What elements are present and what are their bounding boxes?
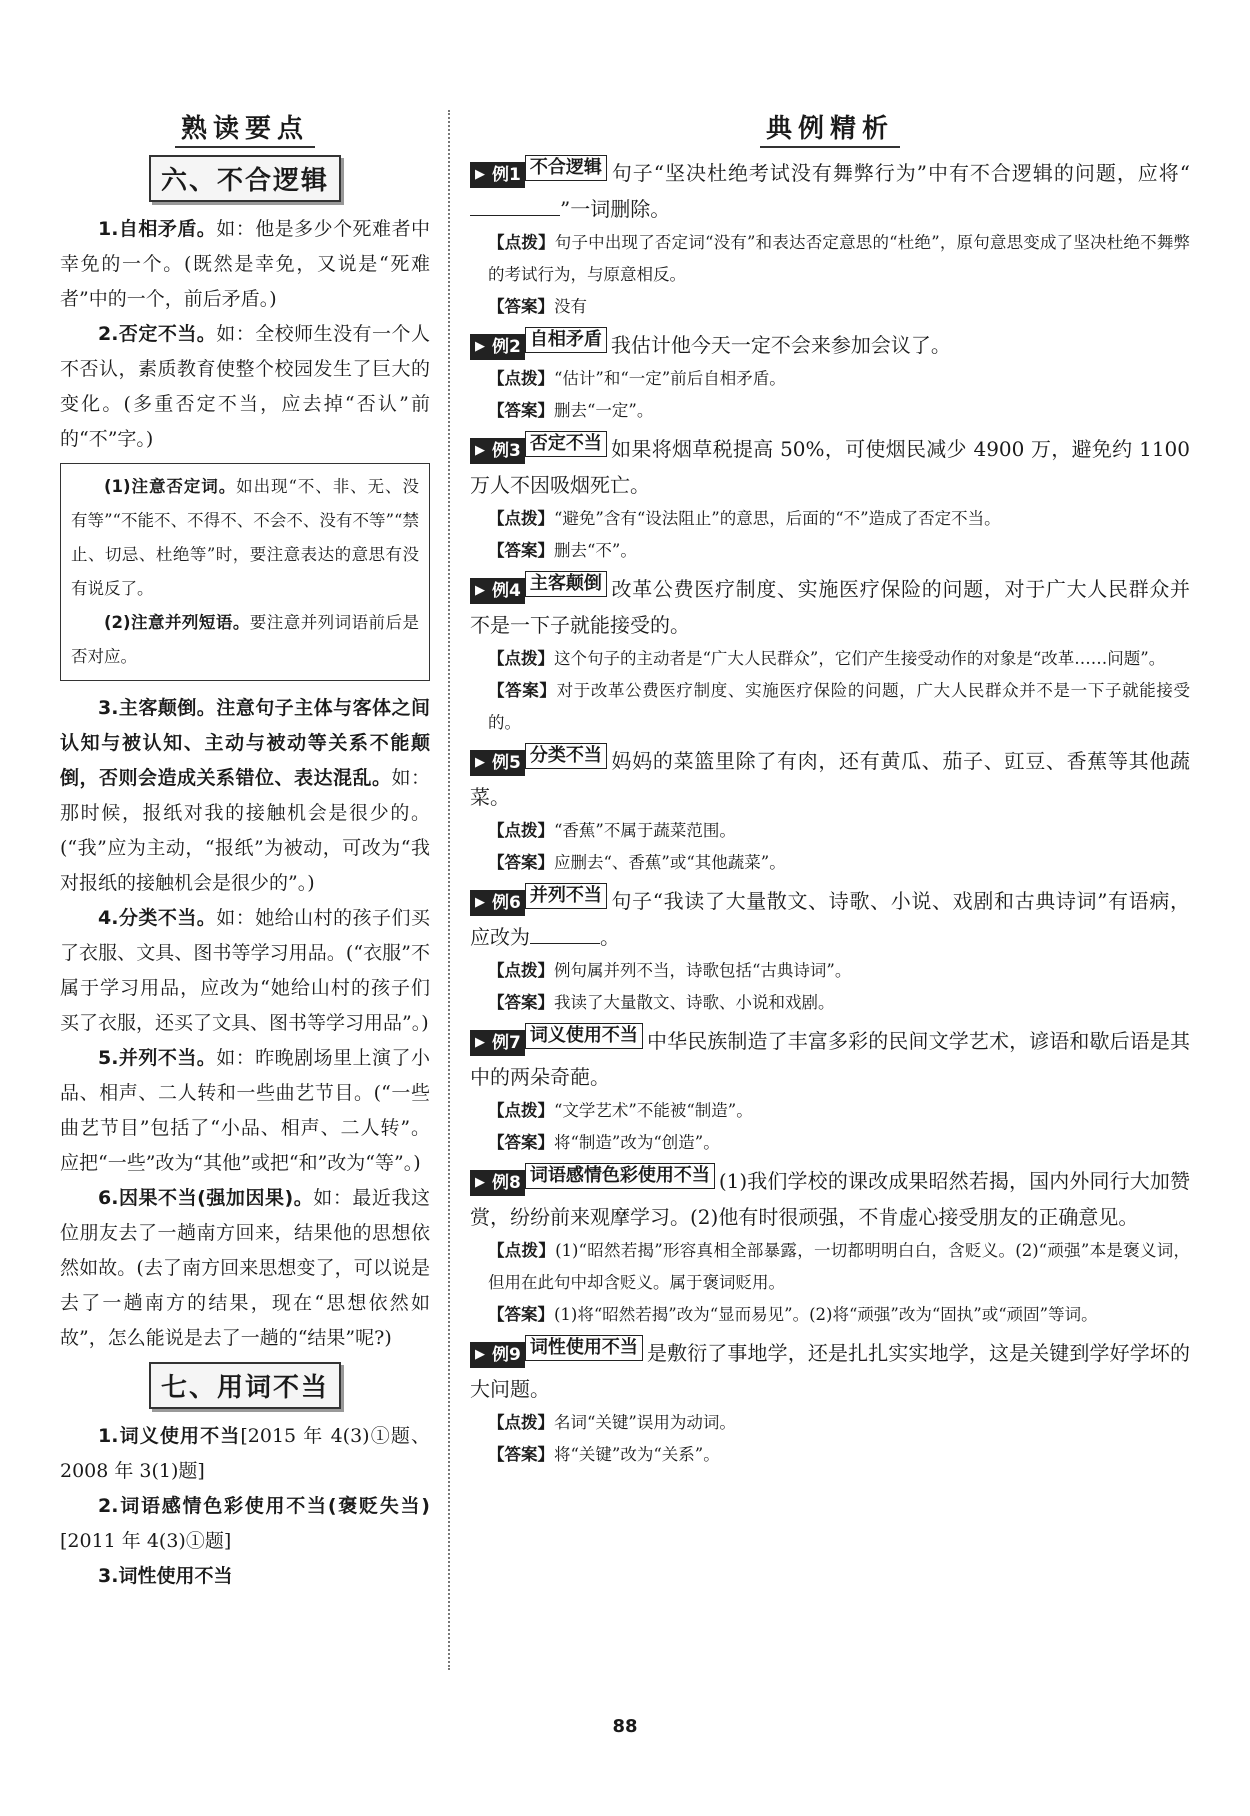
play-icon: ▶ — [470, 334, 490, 360]
play-icon: ▶ — [470, 890, 490, 916]
example-1: ▶ 例1 不合逻辑 句子“坚决杜绝考试没有舞弊行为”中有不合逻辑的问题，应将“”一词删除。 【点拨】句子中出现了否定词“没有”和表达否定意思的“杜绝”，原句意思变成了坚决杜绝不舞弊的考试行为，与原意相反。 【答案】没有 — [470, 155, 1190, 323]
example-8: ▶ 例8 词语感情色彩使用不当 (1)我们学校的课改成果昭然若揭，国内外同行大加赞赏，纷纷前来观摩学习。(2)他有时很顽强，不肯虚心接受朋友的正确意见。 【点拨】(1)“昭然若揭”形容真相全部暴露，一切都明明白白，含贬义。(2)“顽强”本是褒义词，但用在此句中却含贬义。属于褒词贬用。 【答案】(1)将“昭然若揭”改为“显而易见”。(2)将“顽强”改为“固执”或“顽固”等词。 — [470, 1165, 1190, 1324]
play-icon: ▶ — [470, 1342, 490, 1368]
example-9: ▶ 例9 词性使用不当 是敷衍了事地学，还是扎扎实实地学，这是关键到学好学坏的大问题。 【点拨】名词“关键”误用为动词。 【答案】将“关键”改为“关系”。 — [470, 1337, 1190, 1464]
play-icon: ▶ — [470, 162, 490, 188]
section-7-title: 七、用词不当 — [60, 1362, 430, 1409]
point-5: 5.并列不当。如：昨晚剧场里上演了小品、相声、二人转和一些曲艺节目。(“一些曲艺节目”包括了“小品、相声、二人转”。应把“一些”改为“其他”或把“和”改为“等”。) — [60, 1047, 430, 1174]
example-tag: 词性使用不当 — [525, 1335, 643, 1361]
play-icon: ▶ — [470, 1030, 490, 1056]
example-7: ▶ 例7 词义使用不当 中华民族制造了丰富多彩的民间文学艺术，谚语和歇后语是其中的两朵奇葩。 【点拨】“文学艺术”不能被“制造”。 【答案】将“制造”改为“创造”。 — [470, 1025, 1190, 1152]
tip-2: (2)注意并列短语。要注意并列词语前后是否对应。 — [71, 613, 419, 666]
example-tag: 词语感情色彩使用不当 — [525, 1163, 715, 1189]
example-3: ▶ 例3 否定不当 如果将烟草税提高 50%，可使烟民减少 4900 万，避免约 1100 万人不因吸烟死亡。 【点拨】“避免”含有“设法阻止”的意思，后面的“不”造成了否定不当。 【答案】删去“不”。 — [470, 433, 1190, 560]
example-tag: 词义使用不当 — [525, 1023, 643, 1049]
example-tag: 分类不当 — [525, 743, 607, 769]
answer-blank — [470, 194, 560, 216]
example-tag: 不合逻辑 — [525, 155, 607, 181]
example-tag: 主客颠倒 — [525, 571, 607, 597]
column-divider — [448, 110, 450, 1670]
play-icon: ▶ — [470, 578, 490, 604]
example-2: ▶ 例2 自相矛盾 我估计他今天一定不会来参加会议了。 【点拨】“估计”和“一定”前后自相矛盾。 【答案】删去“一定”。 — [470, 327, 1190, 427]
play-icon: ▶ — [470, 438, 490, 464]
usage-point-1: 1.词义使用不当[2015 年 4(3)①题、2008 年 3(1)题] — [60, 1425, 430, 1482]
examples-heading: 典例精析 — [470, 108, 1190, 145]
tip-1: (1)注意否定词。如出现“不、非、无、没有等”“不能不、不得不、不会不、没有不等”“禁止、切忌、杜绝等”时，要注意表达的意思有没有说反了。 — [71, 477, 419, 598]
point-4: 4.分类不当。如：她给山村的孩子们买了衣服、文具、图书等学习用品。(“衣服”不属于学习用品，应改为“她给山村的孩子们买了衣服，还买了文具、图书等学习用品”。) — [60, 907, 430, 1034]
page-number: 88 — [612, 1716, 638, 1737]
play-icon: ▶ — [470, 750, 490, 776]
answer-blank — [530, 922, 600, 944]
key-points-heading: 熟读要点 — [60, 108, 430, 145]
example-6: ▶ 例6 并列不当 句子“我读了大量散文、诗歌、小说、戏剧和古典诗词”有语病，应改为 。 【点拨】例句属并列不当，诗歌包括“古典诗词”。 【答案】我读了大量散文、诗歌、小说和戏剧。 — [470, 885, 1190, 1012]
point-6: 6.因果不当(强加因果)。如：最近我这位朋友去了一趟南方回来，结果他的思想依然如故。(去了南方回来思想变了，可以说是去了一趟南方的结果，现在“思想依然如故”，怎么能说是去了一趟的“结果”呢?) — [60, 1187, 430, 1349]
point-3: 3.主客颠倒。注意句子主体与客体之间认知与被认知、主动与被动等关系不能颠倒，否则会造成关系错位、表达混乱。如：那时候，报纸对我的接触机会是很少的。(“我”应为主动，“报纸”为被动，可改为“我对报纸的接触机会是很少的”。) — [60, 697, 430, 894]
usage-point-2: 2.词语感情色彩使用不当(褒贬失当)[2011 年 4(3)①题] — [60, 1495, 430, 1552]
example-tag: 并列不当 — [525, 883, 607, 909]
point-1: 1.自相矛盾。如：他是多少个死难者中幸免的一个。(既然是幸免，又说是“死难者”中的一个，前后矛盾。) — [60, 218, 430, 310]
section-6-title: 六、不合逻辑 — [60, 155, 430, 202]
key-points-column — [60, 108, 430, 1594]
example-5: ▶ 例5 分类不当 妈妈的菜篮里除了有肉，还有黄瓜、茄子、豇豆、香蕉等其他蔬菜。 【点拨】“香蕉”不属于蔬菜范围。 【答案】应删去“、香蕉”或“其他蔬菜”。 — [470, 745, 1190, 872]
example-tag: 自相矛盾 — [525, 327, 607, 353]
point-2: 2.否定不当。如：全校师生没有一个人不否认，素质教育使整个校园发生了巨大的变化。(多重否定不当，应去掉“否认”前的“不”字。) — [60, 323, 430, 450]
example-4: ▶ 例4 主客颠倒 改革公费医疗制度、实施医疗保险的问题，对于广大人民群众并不是一下子就能接受的。 【点拨】这个句子的主动者是“广大人民群众”，它们产生接受动作的对象是“改革……问题”。 【答案】对于改革公费医疗制度、实施医疗保险的问题，广大人民群众并不是一下子就能接受的。 — [470, 573, 1191, 732]
examples-column — [470, 108, 1190, 1475]
tip-box — [60, 463, 430, 681]
play-icon: ▶ — [470, 1170, 490, 1196]
example-tag: 否定不当 — [525, 431, 607, 457]
usage-point-3: 3.词性使用不当 — [98, 1565, 233, 1587]
